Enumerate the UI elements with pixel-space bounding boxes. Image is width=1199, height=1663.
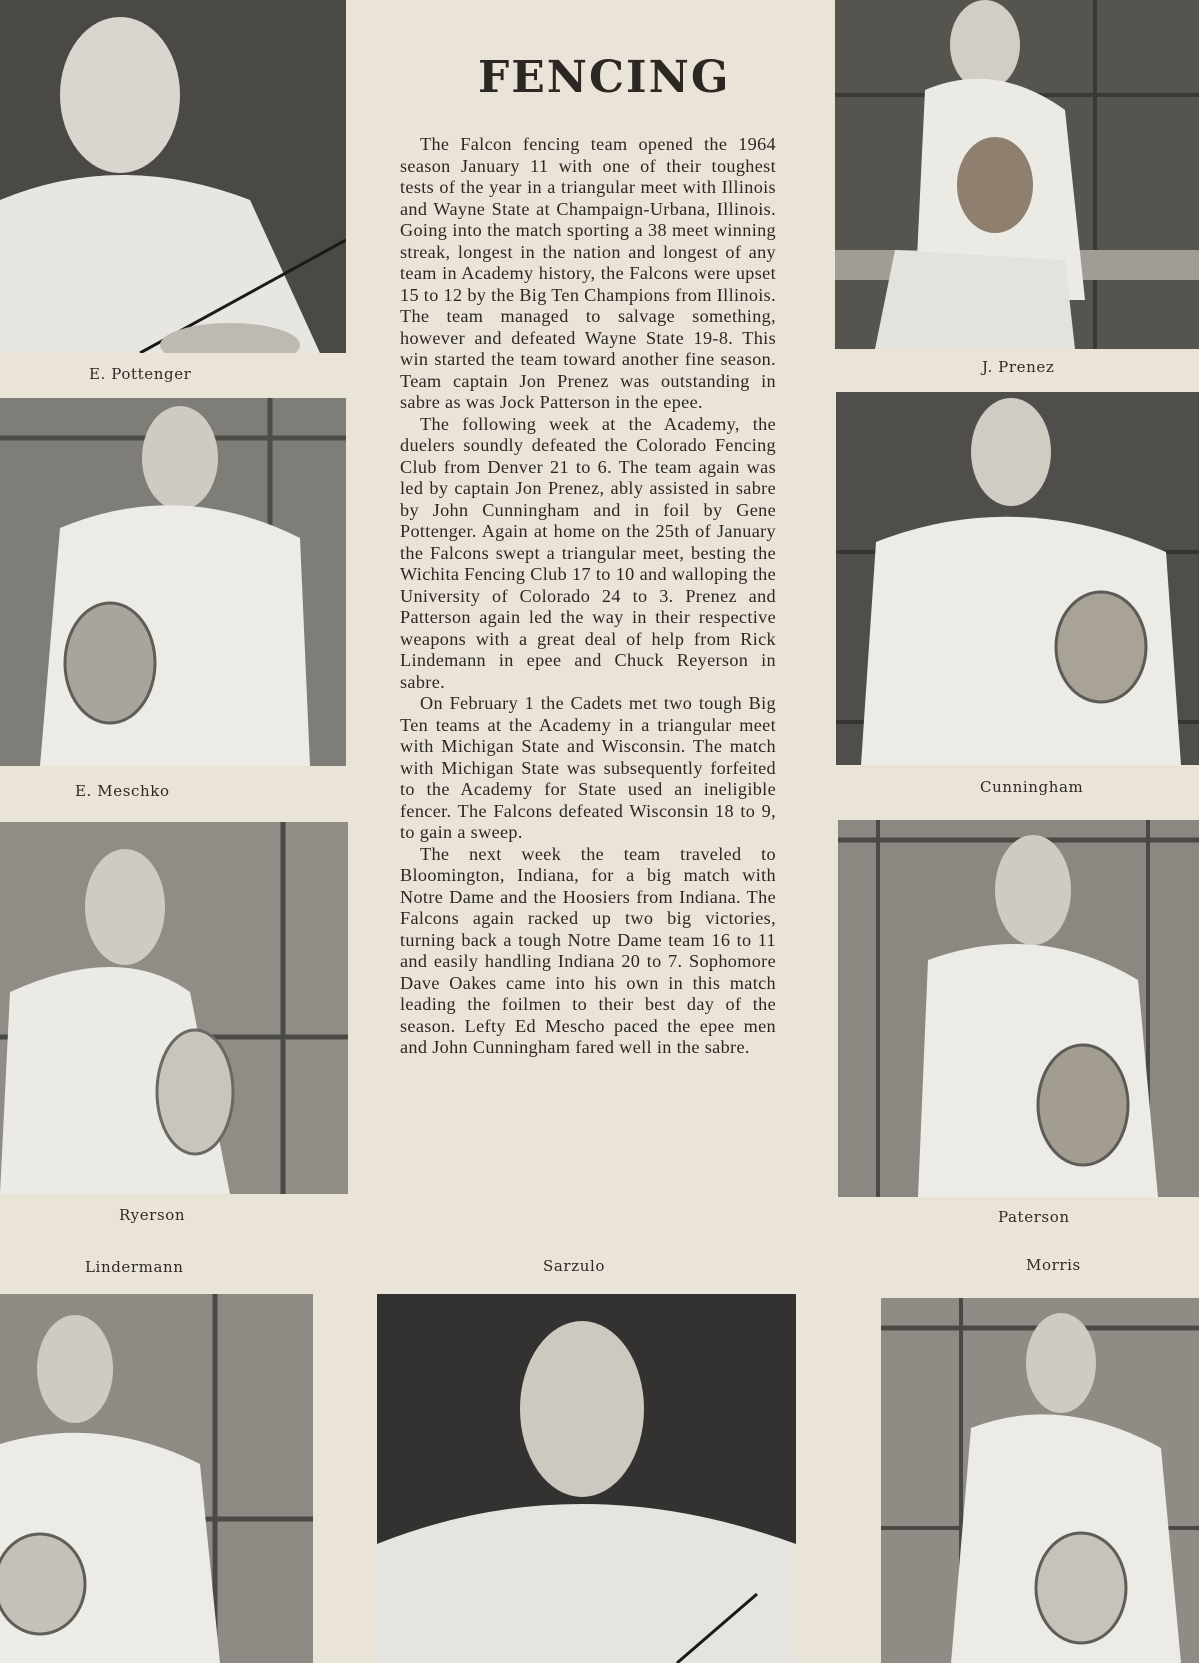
photo-cunningham	[836, 392, 1199, 765]
caption-meschko: E. Meschko	[75, 782, 170, 800]
photo-meschko	[0, 398, 346, 766]
caption-pottenger: E. Pottenger	[89, 365, 192, 383]
caption-ryerson: Ryerson	[119, 1206, 186, 1224]
article-paragraph: The following week at the Academy, the duelers soundly defeated the Colorado Fencing Club from Denver 21 to 6. The team again was led by captain Jon Prenez, ably assisted in sabre by John Cunningham and in foil by Gene Pottenger. Again at home on the 25th of January the Falcons swept a triangular meet, besting the Wichita Fencing Club 17 to 10 and walloping the University of Colorado 24 to 3. Prenez and Patterson again led the way in their respective weapons with a great deal of help from Rick Lindemann in epee and Chuck Reyerson in sabre.	[400, 413, 776, 692]
photo-pottenger	[0, 0, 346, 353]
photo-paterson	[838, 820, 1199, 1197]
caption-prenez: J. Prenez	[982, 358, 1055, 376]
article-paragraph: The next week the team traveled to Bloomington, Indiana, for a big match with Notre Dame and the Hoosiers from Indiana. The Falcons again racked up two big victories, turning back a tough Notre Dame team 16 to 11 and easily handling Indiana 20 to 7. Sophomore Dave Oakes came into his own in this match leading the foilmen to their best day of the season. Lefty Ed Mescho paced the epee men and John Cunningham fared well in the sabre.	[400, 843, 776, 1057]
page-title: FENCING	[478, 52, 731, 103]
caption-cunningham: Cunningham	[980, 778, 1084, 796]
photo-ryerson	[0, 822, 348, 1194]
caption-paterson: Paterson	[998, 1208, 1070, 1226]
article-paragraph: On February 1 the Cadets met two tough Big Ten teams at the Academy in a triangular meet with Michigan State and Wisconsin. The match with Michigan State was subsequently forfeited to the Academy for State used an ineligible fencer. The Falcons defeated Wisconsin 18 to 9, to gain a sweep.	[400, 693, 776, 842]
caption-morris: Morris	[1026, 1256, 1081, 1274]
photo-morris	[881, 1298, 1199, 1663]
article-paragraph: The Falcon fencing team opened the 1964 season January 11 with one of their toughest tests of the year in a triangular meet with Illinois and Wayne State at Champaign-Urbana, Illinois. Going into the match sporting a 38 meet winning streak, longest in the nation and longest of any team in Academy history, the Falcons were upset 15 to 12 by the Big Ten Champions from Illinois. The team managed to salvage something, however and defeated Wayne State 19-8. This win started the team toward another fine season. Team captain Jon Prenez was outstanding in sabre as was Jock Patterson in the epee.	[400, 134, 776, 412]
photo-sarzulo	[377, 1294, 796, 1663]
caption-lindermann: Lindermann	[85, 1258, 184, 1276]
photo-prenez	[835, 0, 1199, 349]
caption-sarzulo: Sarzulo	[543, 1257, 605, 1275]
photo-lindermann	[0, 1294, 313, 1663]
article-body	[400, 134, 776, 1059]
